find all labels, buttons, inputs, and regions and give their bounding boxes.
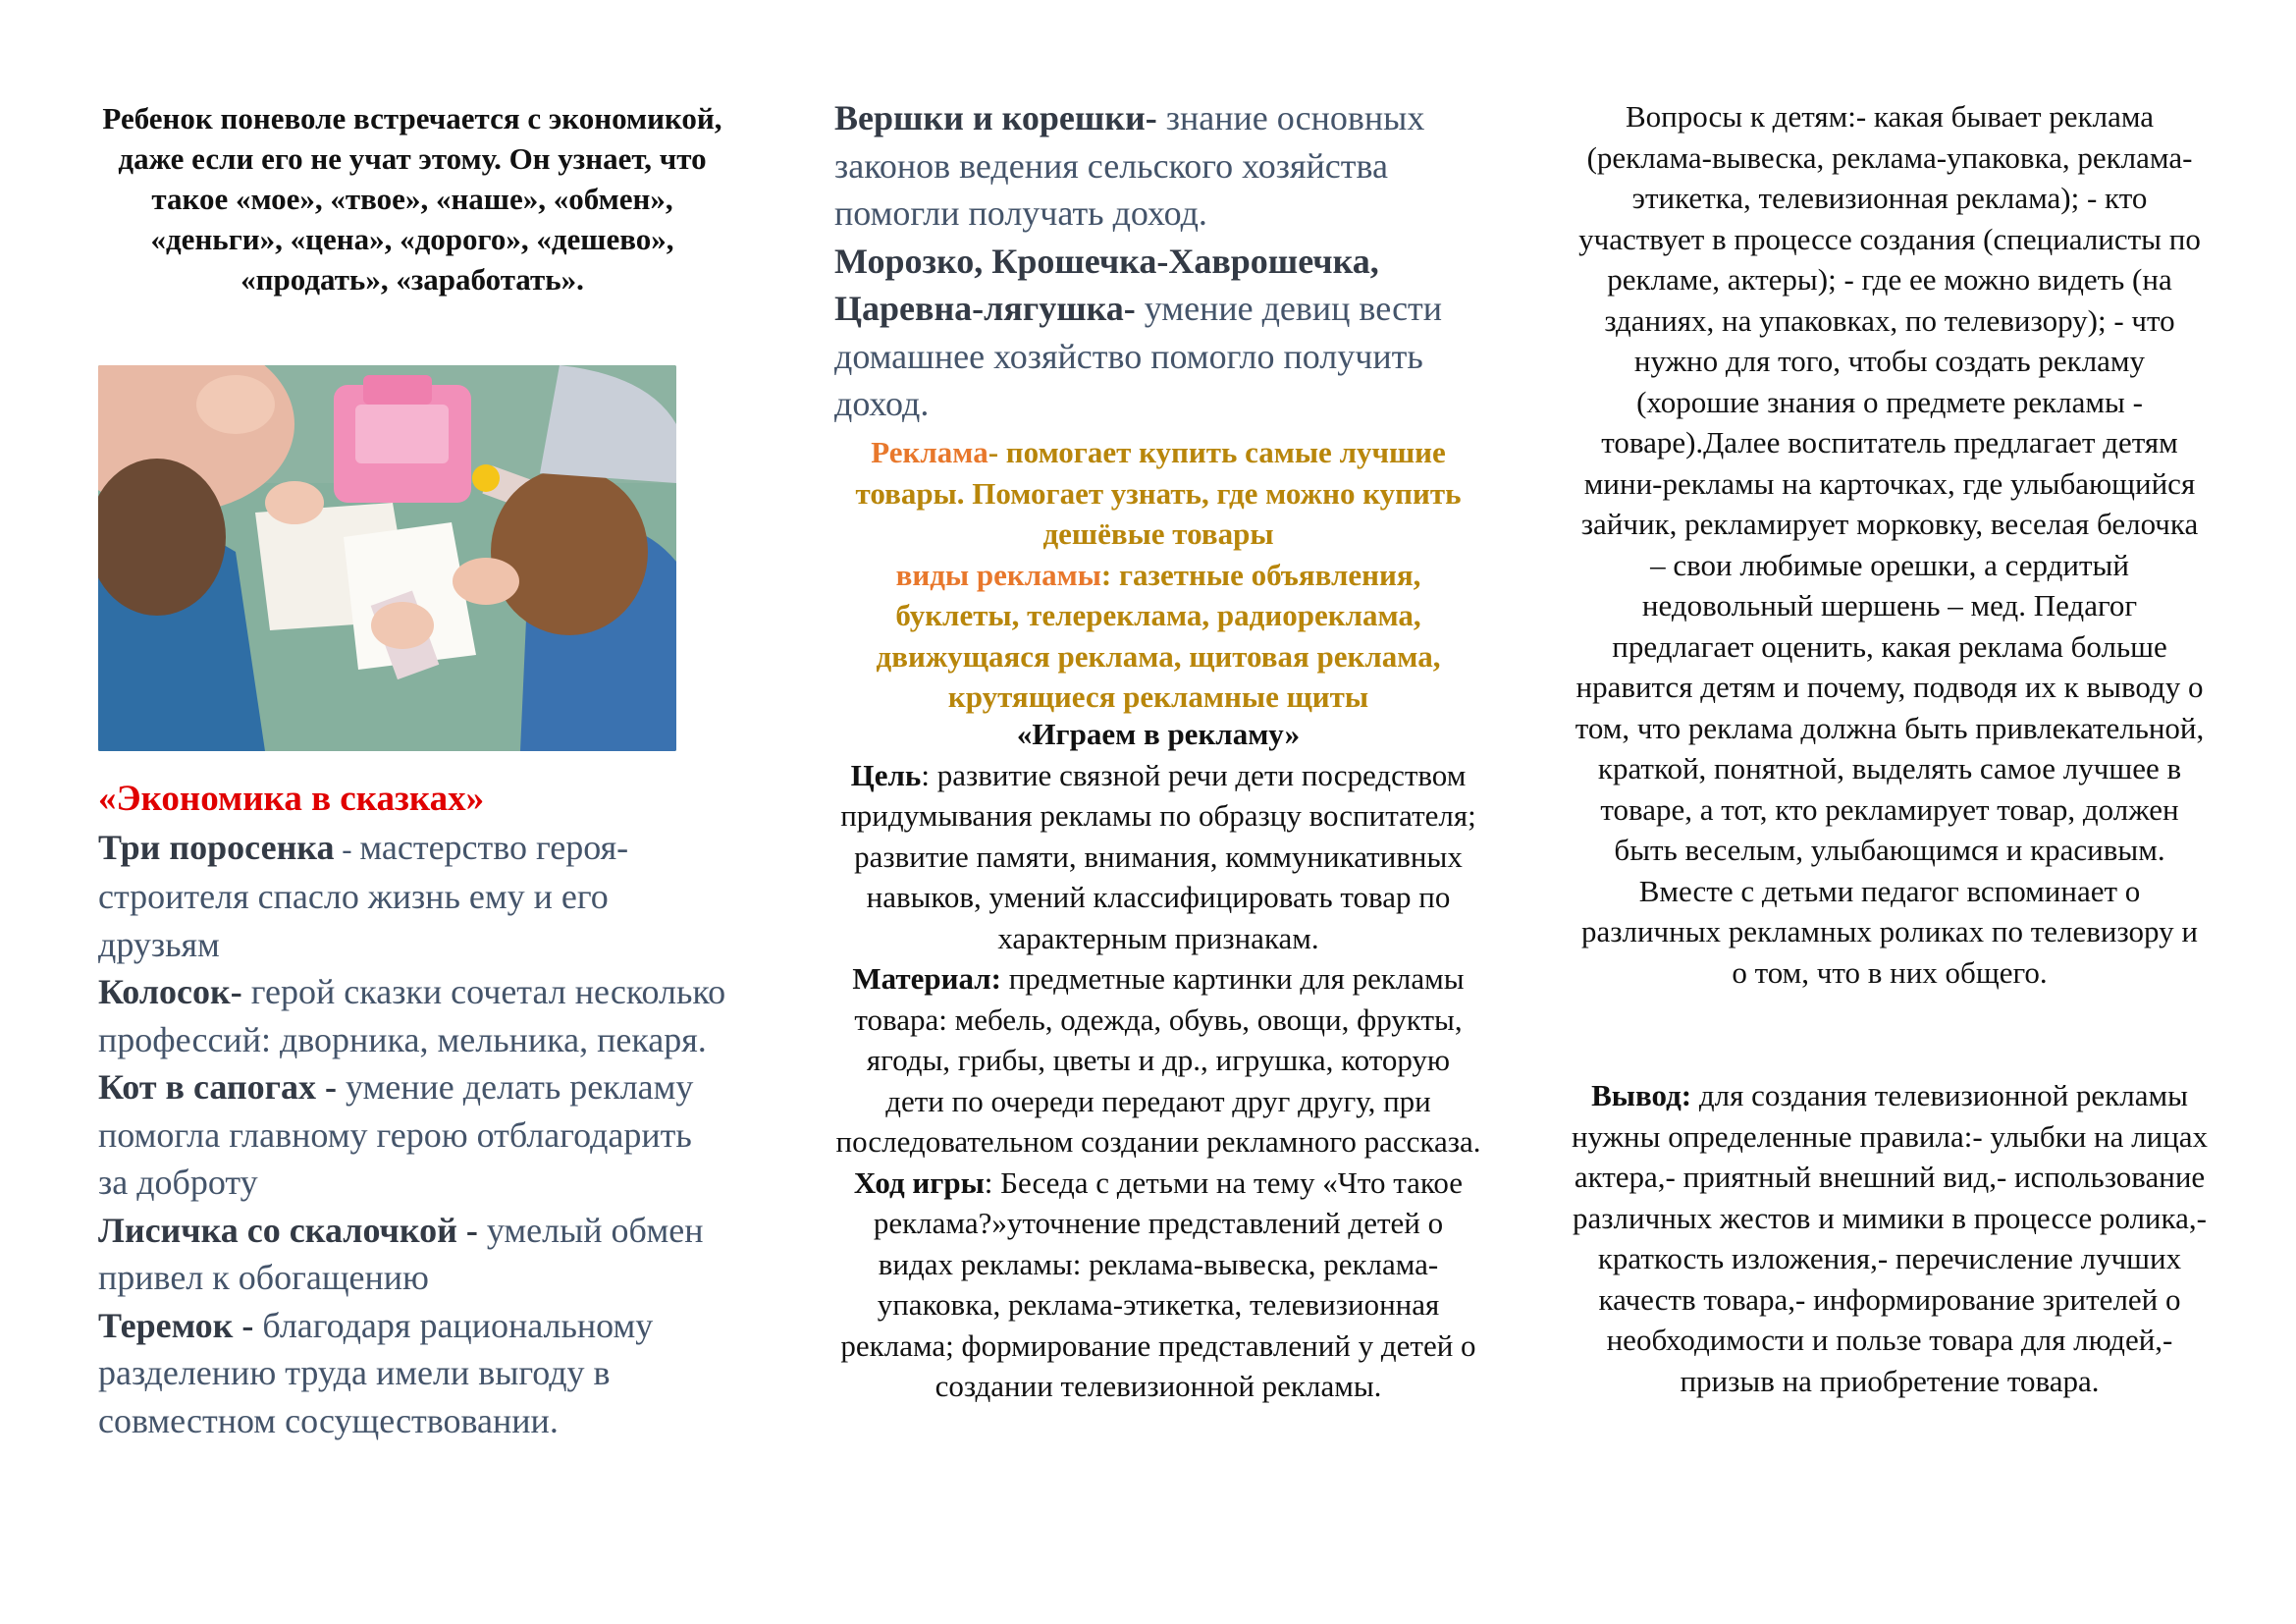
game-description xyxy=(834,714,1482,1407)
economy-in-tales-section xyxy=(98,776,726,1444)
ad-text: - помогает купить самые лучшие товары. Помогает узнать, где можно купить дешёвые товары xyxy=(855,435,1462,551)
tale-item: Колосок- герой сказки сочетал несколько профессий: дворника, мельника, пекаря. xyxy=(98,972,726,1059)
section-title: «Экономика в сказках» xyxy=(98,779,485,819)
conclusion-text: для создания телевизионной рекламы нужны определенные правила:- улыбки на лицах актера,- приятный внешний вид,- использование различных жестов и мимики в процессе ролика,- краткость изложения,- перечисление лучших качеств товара,- информирование зрителей о необходимости и пользе товара для людей,- призыв на приобретение товара. xyxy=(1571,1078,2209,1398)
tale-item: Лисичка со скалочкой - умелый обмен привел к обогащению xyxy=(98,1210,704,1297)
ad-types-label: виды рекламы xyxy=(895,557,1101,592)
game-course: Ход игры: Беседа с детьми на тему «Что такое реклама?»уточнение представлений детей о видах рекламы: реклама-вывеска, реклама-упаковка, реклама-этикетка, телевизионная реклама; формирование представлений у детей о создании телевизионной рекламы. xyxy=(840,1164,1476,1403)
tale-item: Три поросенка - мастерство героя-строителя спасло жизнь ему и его друзьям xyxy=(98,827,629,964)
questions-text: Вопросы к детям:- какая бывает реклама (реклама-вывеска, реклама-упаковка, реклама-этикетка, телевизионная реклама); - кто участвует в процессе создания (специалисты по рекламе, актеры); - где ее можно видеть (на зданиях, на упаковках, по телевизору); - что нужно для того, чтобы создать рекламу (хорошие знания о предмете рекламы - товаре).Далее воспитатель предлагает детям мини-рекламы на карточках, где улыбающийся зайчик, рекламирует морковку, веселая белочка – свои любимые орешки, а сердитый недовольный шершень – мед. Педагог предлагает оценить, какая реклама больше нравится детям и почему, подводя их к выводу о том, что реклама должна быть привлекательной, краткой, понятной, выделять самое лучшее в товаре, а тот, кто рекламирует товар, должен быть веселым, улыбающимся и красивым. Вместе с детьми педагог вспоминает о различных рекламных роликах по телевизору и о том, что в них общего. xyxy=(1575,99,2205,990)
advertising-block xyxy=(834,432,1482,718)
tale-item: Кот в сапогах - умение делать рекламу помогла главному герою отблагодарить за доброту xyxy=(98,1067,694,1202)
conclusion xyxy=(1571,1075,2209,1401)
game-title: «Играем в рекламу» xyxy=(1016,717,1301,751)
tale-item: Теремок - благодаря рациональному разделению труда имели выгоду в совместном сосуществовании. xyxy=(98,1305,654,1440)
game-goal: Цель: развитие связной речи дети посредством придумывания рекламы по образцу воспитателя; развитие памяти, внимания, коммуникативных навыков, умений классифицировать товар по характерным признакам. xyxy=(840,757,1476,955)
conclusion-label: Вывод: xyxy=(1591,1078,1692,1112)
ad-label: Реклама xyxy=(871,435,988,469)
intro-text: Ребенок поневоле встречается с экономикой, даже если его не учат этому. Он узнает, что такое «мое», «твое», «наше», «обмен», «деньги», «цена», «дорого», «дешево», «продать», «заработать». xyxy=(102,101,722,297)
children-playing-photo xyxy=(98,365,676,751)
tale-item: Морозко, Крошечка-Хаврошечка, Царевна-лягушка- умение девиц вести домашнее хозяйство помогло получить доход. xyxy=(834,241,1443,423)
game-material: Материал: предметные картинки для рекламы товара: мебель, одежда, обувь, овощи, фрукты, ягоды, грибы, цветы и др., игрушка, которую дети по очереди передают друг другу, при последовательном создании рекламного рассказа. xyxy=(835,961,1481,1159)
ad-types-text: : газетные объявления, буклеты, телереклама, радиореклама, движущаяся реклама, щитовая реклама, крутящиеся рекламные щиты xyxy=(876,557,1441,714)
photo-illustration xyxy=(98,365,676,751)
tale-item: Вершки и корешки- знание основных законов ведения сельского хозяйства помогли получать доход. xyxy=(834,98,1425,233)
more-tales xyxy=(834,94,1482,428)
